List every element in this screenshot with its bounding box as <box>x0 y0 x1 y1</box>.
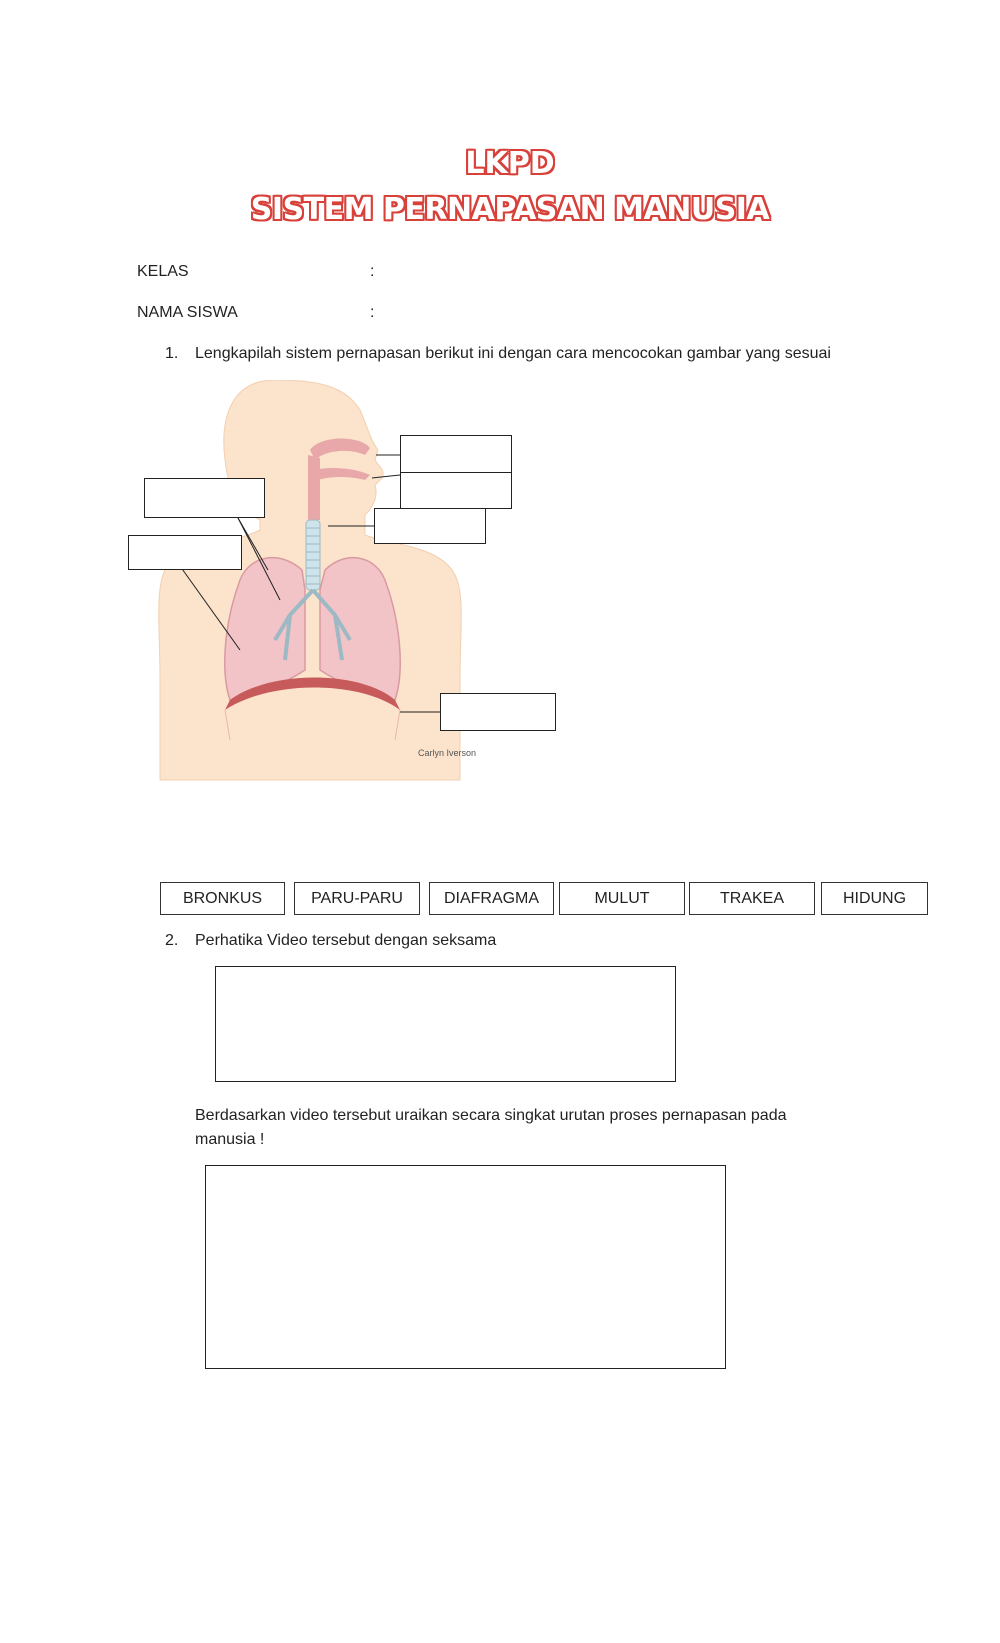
image-credit: Carlyn Iverson <box>418 748 477 758</box>
title-lkpd: LKPD <box>465 146 555 181</box>
kelas-label: KELAS <box>137 263 189 280</box>
question1-number: 1. <box>165 345 179 362</box>
question2-number: 2. <box>165 932 179 949</box>
title-sistem-pernapasan: SISTEM PERNAPASAN MANUSIA <box>250 192 770 227</box>
video-placeholder[interactable] <box>215 966 676 1082</box>
word-mulut[interactable]: MULUT <box>559 882 685 915</box>
word-trakea[interactable]: TRAKEA <box>689 882 815 915</box>
pharynx <box>308 455 320 520</box>
label-box-nose[interactable] <box>400 435 512 473</box>
answer-textbox[interactable] <box>205 1165 726 1369</box>
kelas-colon: : <box>370 263 375 280</box>
label-box-lungs[interactable] <box>128 535 242 570</box>
word-bronkus[interactable]: BRONKUS <box>160 882 285 915</box>
word-paru-paru[interactable]: PARU-PARU <box>294 882 420 915</box>
trachea <box>306 520 320 590</box>
label-box-trachea[interactable] <box>374 508 486 544</box>
word-diafragma[interactable]: DIAFRAGMA <box>429 882 554 915</box>
label-box-mouth[interactable] <box>400 472 512 509</box>
word-hidung[interactable]: HIDUNG <box>821 882 928 915</box>
label-box-diaphragm[interactable] <box>440 693 556 731</box>
question2-text: Perhatika Video tersebut dengan seksama <box>195 932 497 949</box>
question2-prompt-line1: Berdasarkan video tersebut uraikan secara singkat urutan proses pernapasan pada <box>195 1107 787 1124</box>
nama-siswa-colon: : <box>370 304 375 321</box>
label-box-bronchus[interactable] <box>144 478 265 518</box>
nama-siswa-label: NAMA SISWA <box>137 304 238 321</box>
question1-text: Lengkapilah sistem pernapasan berikut ini dengan cara mencocokan gambar yang sesuai <box>195 345 831 362</box>
question2-prompt-line2: manusia ! <box>195 1131 265 1148</box>
